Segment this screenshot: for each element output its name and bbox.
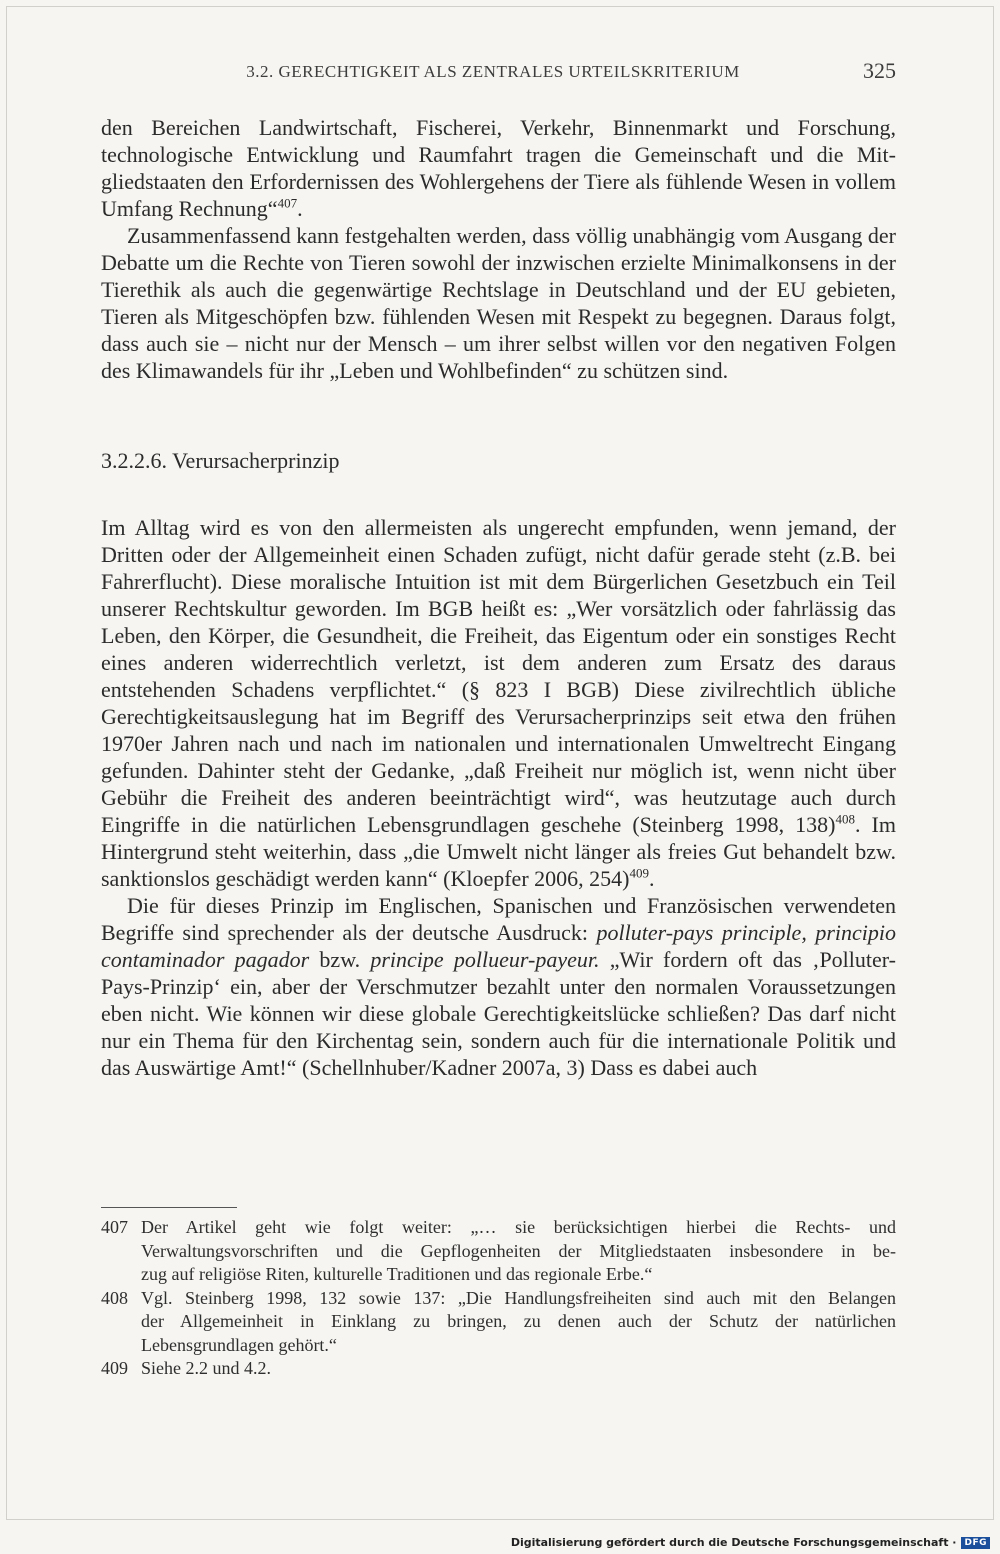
footnote-number: 409 xyxy=(101,1358,128,1378)
term-english-spanish: polluter-pays principle, principio contaminador pagador xyxy=(101,920,897,972)
footnote-408 xyxy=(101,1287,896,1358)
footnote-number: 407 xyxy=(101,1217,128,1237)
digitization-note: Digitalisierung gefördert durch die Deutsche Forschungsgemeinschaft · xyxy=(510,1536,957,1549)
footnote-separator xyxy=(101,1207,237,1208)
dfg-logo[interactable]: DFG xyxy=(961,1537,990,1549)
footnote-line: der Allgemeinheit in Einklang zu bringen, zu denen auch der Schutz der natürlichen xyxy=(141,1311,896,1331)
footnote-line: zug auf religiöse Riten, kulturelle Traditionen und das regionale Erbe.“ xyxy=(141,1264,653,1284)
footnote-ref-407[interactable]: 407 xyxy=(277,195,298,211)
footnote-number: 408 xyxy=(101,1287,128,1308)
paragraph-2: Zusammenfassend kann festgehalten werden, dass völlig unabhängig vom Ausgang der Debatte um die Rechte von Tieren sowohl der inzwischen erzielte Minimalkonsens in der Tierethik als auch die gegenwärtige Rechtslage in Deutschland und der EU gebieten, Tieren als Mitgeschöpfen bzw. fühlenden Wesen mit Respekt zu begegnen. Daraus folgt, dass auch sie – nicht nur der Mensch – um ihrer selbst willen vor den negativen Folgen des Klimawandels für ihr „Leben und Wohlbefinden“ zu schützen sind. xyxy=(101,223,896,383)
footnotes xyxy=(101,1216,896,1381)
footnote-ref-409[interactable]: 409 xyxy=(629,865,649,881)
footnote-409 xyxy=(101,1357,896,1381)
digitization-credit xyxy=(511,1536,990,1549)
section-heading: 3.2.2.6. Verursacherprinzip xyxy=(101,448,340,473)
paragraph-3: Im Alltag wird es von den allermeisten als ungerecht empfunden, wenn jemand, der Dritten oder der Allgemeinheit einen Schaden zufügt, nicht dafür gerade steht (z.B. bei Fahrerflucht). Diese moralische Intuition ist mit dem Bürgerlichen Gesetzbuch ein Teil unserer Rechtskultur geworden. Im BGB heißt es: „Wer vorsätzlich oder fahrlässig das Leben, den Körper, die Gesundheit, die Freiheit, das Eigentum oder ein sonstiges Recht eines anderen widerrechtlich verletzt, ist dem anderen zum Ersatz des daraus entstehenden Schadens verpflichtet.“ (§ 823 I BGB) Diese zivilrechtlich übliche Gerechtigkeitsauslegung hat im Begriff des Verursacherprinzips seit etwa den frühen 1970er Jahren nach und nach im nationalen und internationalen Umweltrecht Eingang gefunden. Dahinter steht der Gedanke, „daß Freiheit nur möglich ist, wenn nicht über Gebühr die Freiheit des anderen beeinträchtigt wird“, was heutzutage auch durch Eingriffe in die natürlichen Lebensgrundlagen geschehe (Steinberg 1998, 138)$^{408}$. Im Hintergrund steht weiterhin, dass „die Umwelt nicht länger als freies Gut behandelt bzw. sanktionslos geschädigt werden kann“ (Kloepfer 2006, 254)$^{409}$. xyxy=(101,515,896,891)
footnote-ref-408[interactable]: 408 xyxy=(835,811,855,827)
main-text xyxy=(101,114,896,1081)
footnote-line: Verwaltungsvorschriften und die Gepflogenheiten der Mitgliedstaaten insbesondere in be- xyxy=(141,1240,896,1261)
running-head: 3.2. GERECHTIGKEIT ALS ZENTRALES URTEILSKRITERIUM xyxy=(246,62,740,81)
paragraph-4: Die für dieses Prinzip im Englischen, Spanischen und Französischen verwendeten Begriffe sind sprechender als der deutsche Ausdruck: polluter-pays principle, principio contaminador pagador bzw. principe pollueur-payeur. „Wir fordern oft das ‚Polluter-Pays-Prinzip‘ ein, aber der Verschmutzer bezahlt unter den normalen Voraussetzungen eben nicht. Wie können wir diese globale Gerechtigkeitslücke schließen? Das darf nicht nur ein Thema für den Kirchentag sein, sondern auch für die internationale Politik und das Auswärtige Amt!“ (Schellnhuber/Kadner 2007a, 3) Dass es dabei auch xyxy=(101,893,897,1080)
paragraph-1: den Bereichen Landwirtschaft, Fischerei, Verkehr, Binnenmarkt und Forschung, technologische Entwicklung und Raumfahrt tragen die Gemeinschaft und die Mitgliedstaaten den Erfordernissen des Wohlergehens der Tiere als fühlende Wesen in vollem Umfang Rechnung“$^{407}$. xyxy=(101,115,896,221)
page-number: 325 xyxy=(863,58,896,83)
footnote-407 xyxy=(101,1216,896,1287)
footnote-line: Siehe 2.2 und 4.2. xyxy=(141,1358,271,1378)
footnote-line: Der Artikel geht wie folgt weiter: „… sie berücksichtigen hierbei die Rechts- und xyxy=(141,1217,896,1237)
footnote-line: Lebensgrundlagen gehört.“ xyxy=(141,1334,337,1355)
footnote-line: Vgl. Steinberg 1998, 132 sowie 137: „Die Handlungsfreiheiten sind auch mit den Belangen xyxy=(141,1287,896,1308)
term-french: principe pollueur-payeur. xyxy=(370,947,600,972)
